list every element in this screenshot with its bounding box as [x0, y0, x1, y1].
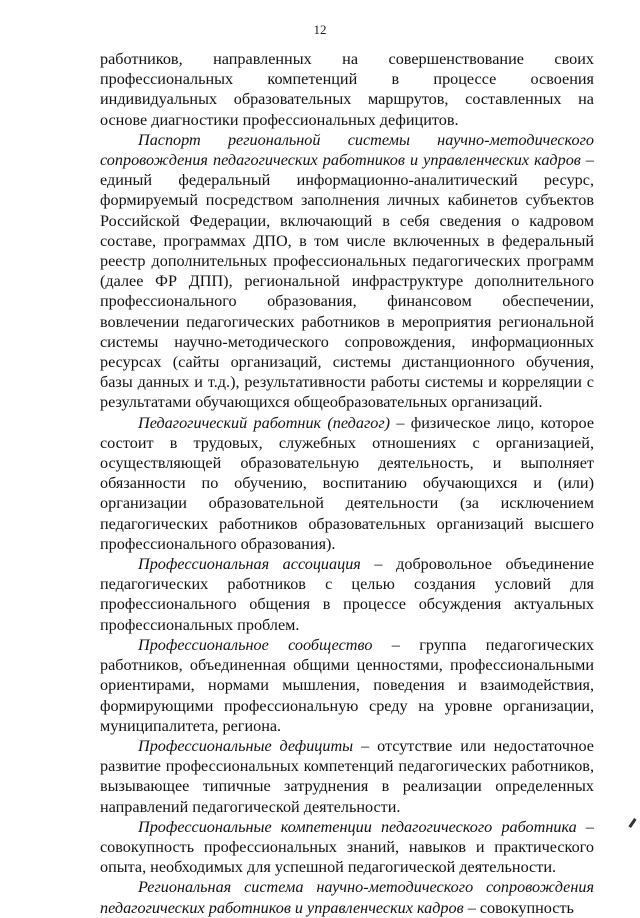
- definition-paragraph: [100, 130, 594, 413]
- paragraph-text: – совокупность профессиональных знаний, навыков и практического опыта, необходимых для успешной педагогической деятельности.: [100, 817, 594, 877]
- definition-paragraph: [100, 817, 594, 878]
- paragraph-term: Профессиональная ассоциация: [138, 555, 361, 574]
- paragraph-text: – совокупность: [463, 898, 574, 917]
- paragraph-term: Профессиональное сообщество: [138, 635, 373, 654]
- paragraph-text: – единый федеральный информационно-аналитический ресурс, формируемый посредством заполнения личных кабинетов субъектов Российской Федерации, включающий в себя сведения о кадровом составе, программах ДПО, в том числе включенных в федеральный реестр дополнительных профессиональных педагогических программ (далее ФР ДПП), региональной инфраструктуре дополнительного профессионального образования, финансовом обеспечении, вовлечении педагогических работников в мероприятия региональной системы научно-методического сопровождения, информационных ресурсах (сайты организаций, системы дистанционного обучения, базы данных и т.д.), результативности работы системы и корреляции с результатами обучающихся общеобразовательных организаций.: [100, 151, 595, 412]
- paragraph-text: – физическое лицо, которое состоит в трудовых, служебных отношениях с организацией, осуществляющей образовательную деятельность, и выполняет обязанности по обучению, воспитанию обучающихся и (или) организации образовательной деятельности (за исключением педагогических работников образовательных организаций высшего профессионального образования).: [100, 413, 595, 553]
- paragraph-term: Профессиональные дефициты: [138, 736, 354, 755]
- paragraph-text: работников, направленных на совершенствование своих профессиональных компетенций в процессе освоения индивидуальных образовательных маршрутов, составленных на основе диагностики профессиональных дефицитов.: [100, 50, 594, 129]
- paragraph-text: – группа педагогических работников, объединенная общими ценностями, профессиональными ориентирами, нормами мышления, поведения и взаимодействия, формирующими профессиональную среду на уровне организации, муниципалитета, региона.: [100, 635, 594, 735]
- page-number: 12: [313, 22, 327, 37]
- definition-paragraph: [100, 554, 594, 635]
- paragraph-term: Педагогический работник (педагог): [138, 413, 391, 432]
- paragraph-text: – добровольное объединение педагогических работников с целью создания условий для профессионального общения в процессе обсуждения актуальных профессиональных проблем.: [100, 555, 594, 634]
- paragraph-term: Паспорт региональной системы научно-методического сопровождения педагогических работников и управленческих кадров: [100, 130, 594, 170]
- paragraph-text: – отсутствие или недостаточное развитие профессиональных компетенций педагогических работников, вызывающее типичные затруднения в реализации определенных направлений педагогической деятельности.: [100, 736, 594, 816]
- definition-paragraph: [100, 413, 594, 554]
- scan-artifact-mark: [628, 818, 636, 828]
- definition-paragraph: [100, 635, 594, 736]
- paragraph-term: Региональная система научно-методического сопровождения педагогических работников и управленческих кадров: [100, 878, 594, 917]
- definition-paragraph: [100, 877, 594, 917]
- definition-paragraph: [100, 736, 594, 817]
- body-text: [100, 49, 594, 918]
- paragraph-continued: [100, 49, 594, 130]
- paragraph-term: Профессиональные компетенции педагогического работника: [138, 817, 577, 836]
